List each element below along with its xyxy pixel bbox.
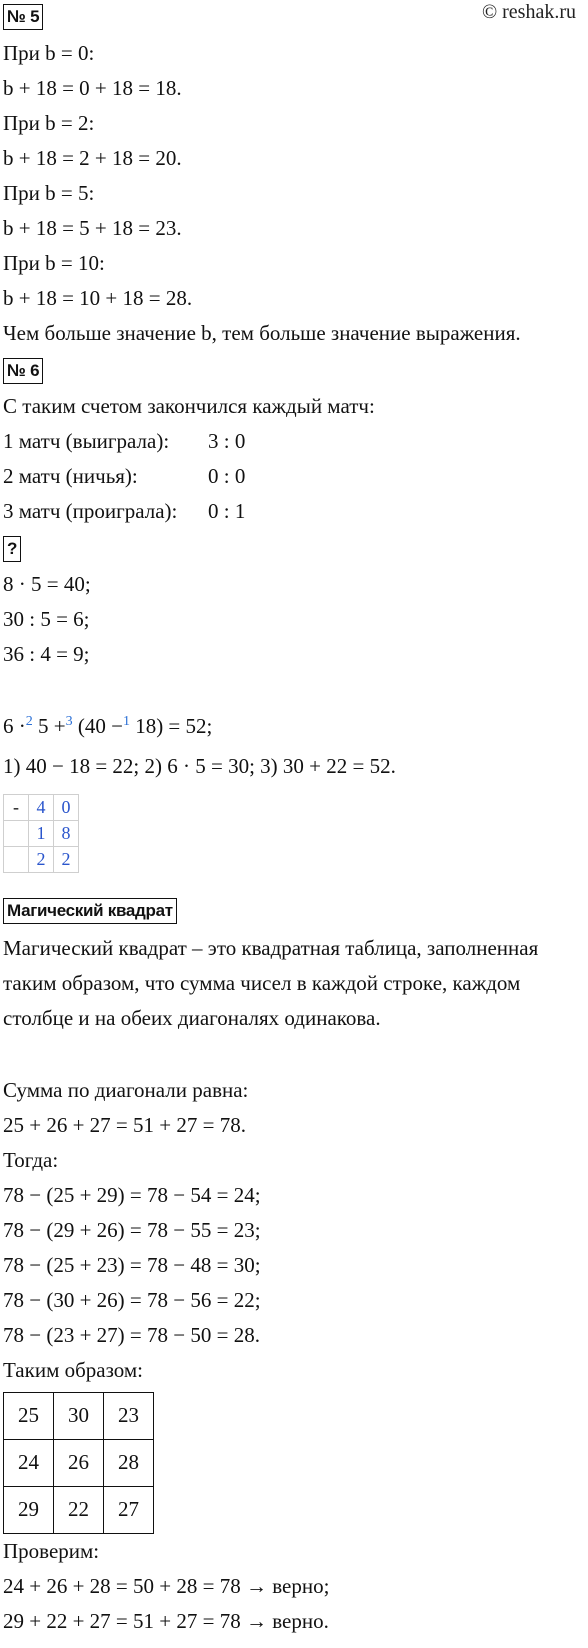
task5-line: При b = 0: — [3, 41, 95, 65]
thus-label: Таким образом: — [3, 1358, 144, 1382]
order-number: 2 — [25, 714, 33, 729]
task5-conclusion: Чем больше значение b, тем больше значение выражения. — [3, 321, 521, 345]
task5-line: При b = 5: — [3, 181, 95, 205]
digit: 2 — [54, 847, 79, 873]
question-label: ? — [3, 536, 21, 562]
magic-label: Магический квадрат — [3, 898, 177, 924]
calc-line: 78 − (29 + 26) = 78 − 55 = 23; — [3, 1218, 261, 1242]
match-score: 0 : 0 — [208, 464, 246, 488]
order-steps: 1) 40 − 18 = 22; 2) 6 · 5 = 30; 3) 30 + 22 = 52. — [3, 754, 396, 778]
task5-line: При b = 10: — [3, 251, 105, 275]
expr-part: 6 · — [3, 714, 26, 738]
match-score: 3 : 0 — [208, 429, 246, 453]
expr-part: 5 + — [32, 714, 66, 738]
order-expression — [3, 714, 212, 739]
calc-line: 78 − (25 + 29) = 78 − 54 = 24; — [3, 1183, 261, 1207]
grid-cell: 29 — [4, 1487, 54, 1534]
task5-line: При b = 2: — [3, 111, 95, 135]
column-subtraction — [3, 794, 79, 873]
grid-cell: 26 — [54, 1440, 104, 1487]
question-line: 36 : 4 = 9; — [3, 642, 90, 666]
task5-line: b + 18 = 5 + 18 = 23. — [3, 216, 182, 240]
empty-cell — [4, 847, 29, 873]
grid-cell: 22 — [54, 1487, 104, 1534]
task5-line: b + 18 = 0 + 18 = 18. — [3, 76, 182, 100]
task6-label: № 6 — [3, 358, 43, 384]
match-name: 2 матч (ничья): — [3, 464, 138, 488]
match-row — [3, 499, 245, 524]
site-watermark: © reshak.ru — [481, 1, 576, 23]
match-name: 3 матч (проиграла): — [3, 499, 178, 523]
diag-calc: 25 + 26 + 27 = 51 + 27 = 78. — [3, 1113, 246, 1137]
match-row — [3, 429, 245, 454]
empty-cell — [4, 821, 29, 847]
match-row — [3, 464, 245, 489]
digit: 8 — [54, 821, 79, 847]
match-name: 1 матч (выиграла): — [3, 429, 170, 453]
match-score: 0 : 1 — [208, 499, 246, 523]
expr-part: (40 − — [72, 714, 123, 738]
magic-definition: Магический квадрат – это квадратная таблица, заполненная — [3, 936, 539, 960]
magic-definition: таким образом, что сумма чисел в каждой строке, каждом — [3, 971, 521, 995]
task5-line: b + 18 = 2 + 18 = 20. — [3, 146, 182, 170]
grid-cell: 27 — [104, 1487, 154, 1534]
digit: 0 — [54, 795, 79, 821]
order-number: 3 — [65, 714, 73, 729]
question-line: 8 · 5 = 40; — [3, 572, 91, 596]
expr-part: 18) = 52; — [129, 714, 213, 738]
grid-cell: 25 — [4, 1393, 54, 1440]
check-line: 24 + 26 + 28 = 50 + 28 = 78 → верно; — [3, 1574, 330, 1598]
calc-line: 78 − (30 + 26) = 78 − 56 = 22; — [3, 1288, 261, 1312]
grid-cell: 23 — [104, 1393, 154, 1440]
grid-cell: 30 — [54, 1393, 104, 1440]
order-number: 1 — [122, 714, 130, 729]
digit: 2 — [29, 847, 54, 873]
calc-line: 78 − (23 + 27) = 78 − 50 = 28. — [3, 1323, 260, 1347]
check-line: 29 + 22 + 27 = 51 + 27 = 78 → верно. — [3, 1609, 329, 1633]
task5-label: № 5 — [3, 4, 43, 30]
task5-line: b + 18 = 10 + 18 = 28. — [3, 286, 193, 310]
minus-sign: - — [4, 795, 29, 821]
grid-cell: 24 — [4, 1440, 54, 1487]
then-label: Тогда: — [3, 1148, 59, 1172]
question-line: 30 : 5 = 6; — [3, 607, 90, 631]
calc-line: 78 − (25 + 23) = 78 − 48 = 30; — [3, 1253, 261, 1277]
grid-cell: 28 — [104, 1440, 154, 1487]
check-label: Проверим: — [3, 1539, 100, 1563]
digit: 1 — [29, 821, 54, 847]
magic-square-grid — [3, 1392, 154, 1534]
diag-intro: Сумма по диагонали равна: — [3, 1078, 249, 1102]
digit: 4 — [29, 795, 54, 821]
magic-definition: столбце и на обеих диагоналях одинакова. — [3, 1006, 381, 1030]
task6-intro: С таким счетом закончился каждый матч: — [3, 394, 375, 418]
